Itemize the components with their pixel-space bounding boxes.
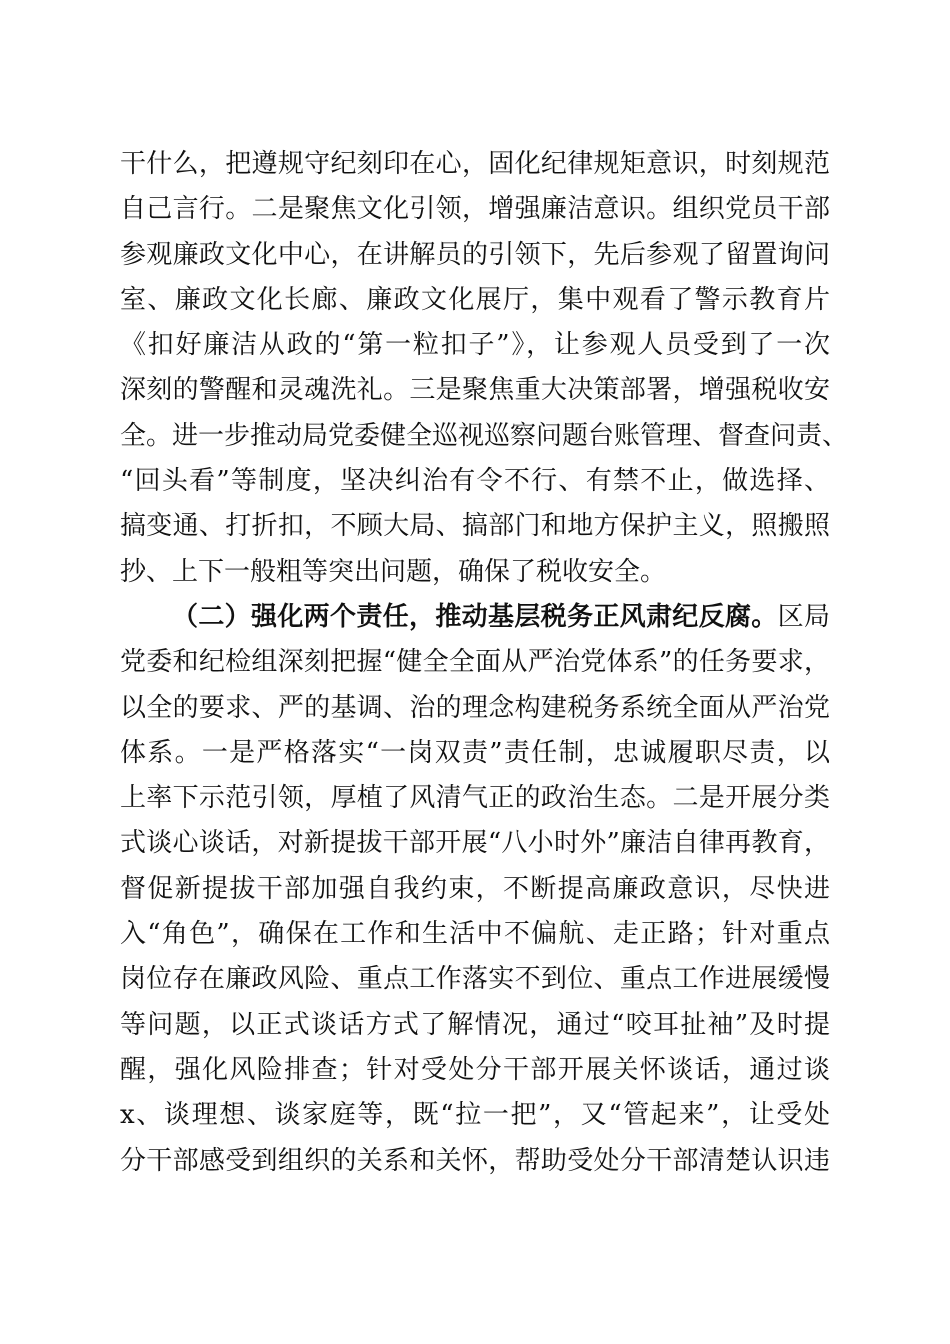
text-line: 全。进一步推动局党委健全巡视巡察问题台账管理、督查问责、 — [120, 420, 849, 451]
text-line: 上率下示范引领，厚植了风清气正的政治生态。二是开展分类 — [120, 783, 830, 814]
text-line: 党委和纪检组深刻把握“健全全面从严治党体系”的任务要求， — [120, 647, 830, 678]
text-line: 分干部感受到组织的关系和关怀，帮助受处分干部清楚认识违 — [120, 1145, 830, 1176]
text-line: 醒，强化风险排查；针对受处分干部开展关怀谈话，通过谈 — [120, 1054, 830, 1085]
text-line: 体系。一是严格落实“一岗双责”责任制，忠诚履职尽责，以 — [120, 737, 830, 768]
text-line: 搞变通、打折扣，不顾大局、搞部门和地方保护主义，照搬照 — [120, 511, 830, 542]
text-line: 《扣好廉洁从政的“第一粒扣子”》，让参观人员受到了一次 — [120, 330, 830, 361]
text-line: 抄、上下一般粗等突出问题，确保了税收安全。 — [120, 556, 667, 587]
heading-line-tail: 区局 — [777, 601, 830, 632]
text-line: 等问题，以正式谈话方式了解情况，通过“咬耳扯袖”及时提 — [120, 1009, 830, 1040]
text-line: “回头看”等制度，坚决纠治有令不行、有禁不止，做选择、 — [120, 466, 830, 497]
text-line: 干什么，把遵规守纪刻印在心，固化纪律规矩意识，时刻规范 — [120, 149, 830, 179]
text-line: 入“角色”，确保在工作和生活中不偏航、走正路；针对重点 — [120, 919, 830, 950]
paragraph-2 — [120, 595, 830, 1184]
section-heading-line — [120, 595, 830, 640]
text-line: 督促新提拔干部加强自我约束，不断提高廉政意识，尽快进 — [120, 873, 830, 904]
text-line: x、谈理想、谈家庭等，既“拉一把”，又“管起来”，让受处 — [120, 1100, 830, 1131]
paragraph-1 — [120, 142, 849, 595]
section-heading: （二）强化两个责任，推动基层税务正风肃纪反腐。 — [172, 601, 778, 632]
text-line: 室、廉政文化长廊、廉政文化展厅，集中观看了警示教育片 — [120, 284, 830, 315]
text-line: 深刻的警醒和灵魂洗礼。三是聚焦重大决策部署，增强税收安 — [120, 375, 830, 406]
text-line: 参观廉政文化中心，在讲解员的引领下，先后参观了留置询问 — [120, 239, 830, 270]
document-body — [120, 142, 849, 1184]
text-line: 自己言行。二是聚焦文化引领，增强廉洁意识。组织党员干部 — [120, 194, 830, 225]
text-line: 以全的要求、严的基调、治的理念构建税务系统全面从严治党 — [120, 692, 830, 723]
text-line: 式谈心谈话，对新提拔干部开展“八小时外”廉洁自律再教育， — [120, 828, 830, 859]
text-line: 岗位存在廉政风险、重点工作落实不到位、重点工作进展缓慢 — [120, 964, 830, 995]
